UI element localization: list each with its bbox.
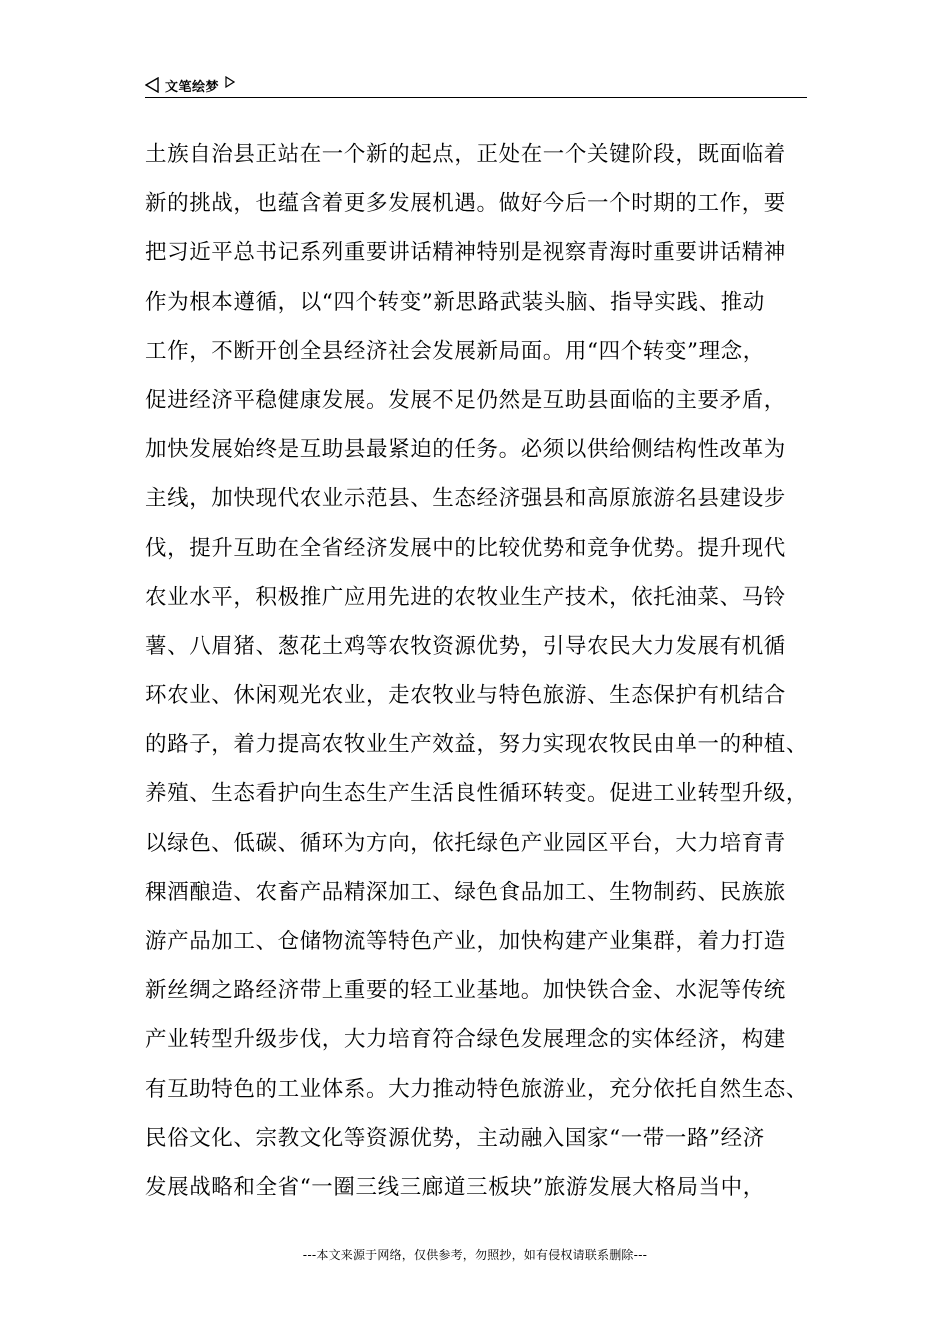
text-line: 促进经济平稳健康发展。发展不足仍然是互助县面临的主要矛盾， bbox=[145, 387, 786, 413]
text-line: 发展战略和全省“一圈三线三廊道三板块”旅游发展大格局当中， bbox=[145, 1174, 765, 1200]
text-line: 民俗文化、宗教文化等资源优势，主动融入国家“一带一路”经济 bbox=[145, 1125, 765, 1151]
text-line: 主线，加快现代农业示范县、生态经济强县和高原旅游名县建设步 bbox=[145, 486, 786, 512]
header-brand bbox=[145, 74, 235, 96]
page-footer: ---本文来源于网络，仅供参考，勿照抄，如有侵权请联系删除--- bbox=[302, 1248, 648, 1262]
page-header bbox=[145, 74, 807, 98]
text-line: 伐，提升互助在全省经济发展中的比较优势和竞争优势。提升现代 bbox=[145, 535, 786, 561]
text-line: 工作，不断开创全县经济社会发展新局面。用“四个转变”理念， bbox=[145, 338, 765, 364]
text-line: 游产品加工、仓储物流等特色产业，加快构建产业集群，着力打造 bbox=[145, 929, 786, 954]
triangle-right-icon bbox=[225, 76, 235, 88]
text-line: 有互助特色的工业体系。大力推动特色旅游业，充分依托自然生态、 bbox=[145, 1076, 809, 1102]
text-line: 稞酒酿造、农畜产品精深加工、绿色食品加工、生物制药、民族旅 bbox=[145, 879, 786, 905]
document-body bbox=[145, 130, 825, 1212]
text-line: 薯、八眉猪、葱花土鸡等农牧资源优势，引导农民大力发展有机循 bbox=[145, 633, 786, 659]
text-line: 新的挑战，也蕴含着更多发展机遇。做好今后一个时期的工作，要 bbox=[145, 191, 786, 217]
text-line: 加快发展始终是互助县最紧迫的任务。必须以供给侧结构性改革为 bbox=[145, 437, 786, 463]
text-line: 土族自治县正站在一个新的起点，正处在一个关键阶段，既面临着 bbox=[145, 142, 786, 167]
text-line: 把习近平总书记系列重要讲话精神特别是视察青海时重要讲话精神 bbox=[145, 240, 786, 266]
text-line: 的路子，着力提高农牧业生产效益，努力实现农牧民由单一的种植、 bbox=[145, 732, 809, 758]
text-line: 环农业、休闲观光农业，走农牧业与特色旅游、生态保护有机结合 bbox=[145, 683, 786, 709]
text-line: 产业转型升级步伐，大力培育符合绿色发展理念的实体经济，构建 bbox=[145, 1027, 786, 1053]
triangle-left-icon bbox=[145, 77, 159, 93]
text-line: 养殖、生态看护向生态生产生活良性循环转变。促进工业转型升级， bbox=[145, 781, 809, 807]
text-line: 作为根本遵循，以“四个转变”新思路武装头脑、指导实践、推动 bbox=[145, 289, 765, 315]
text-line: 新丝绸之路经济带上重要的轻工业基地。加快铁合金、水泥等传统 bbox=[145, 978, 786, 1004]
header-divider bbox=[145, 97, 807, 98]
text-line: 以绿色、低碳、循环为方向，依托绿色产业园区平台，大力培育青 bbox=[145, 830, 786, 856]
text-line: 农业水平，积极推广应用先进的农牧业生产技术，依托油菜、马铃 bbox=[145, 584, 786, 610]
brand-title: 文笔绘梦 bbox=[165, 79, 220, 95]
